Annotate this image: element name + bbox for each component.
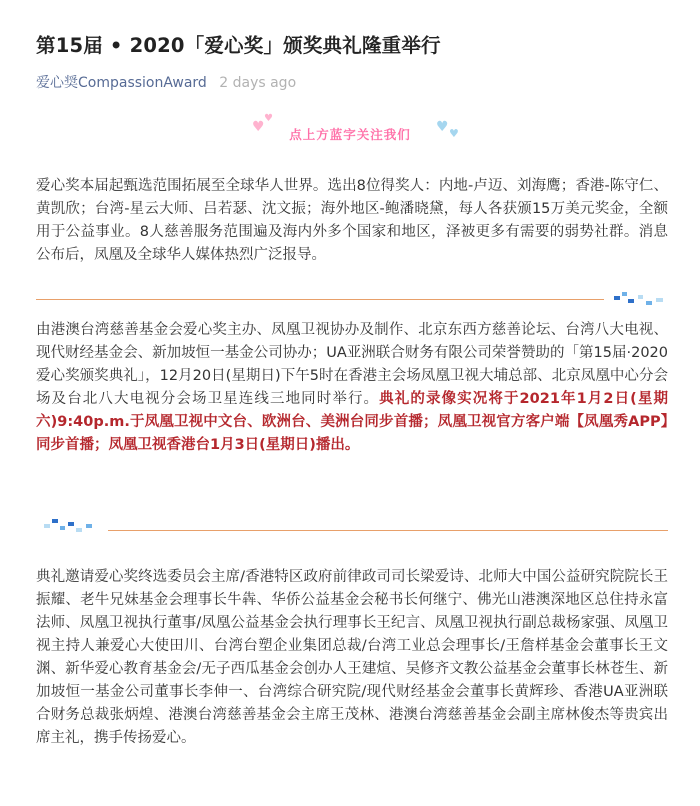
ceremony-text: 由港澳台湾慈善基金会爱心奖主办、凤凰卫视协办及制作、北京东西方慈善论坛、台湾八大电视、现代财经基金会、新加坡恒一基金公司协办；UA亚洲联合财务有限公司荣誉赞助的「第15届·2020爱心奖颁奖典礼」，12月20日(星期日)下午5时在香港主会场凤凰卫视大埔总部、北京凤凰中心分会场及台北八大电视分会场卫星连线三地同时举行。 bbox=[36, 322, 668, 407]
dots-decoration bbox=[612, 290, 668, 310]
heart-icon: ♥ bbox=[449, 127, 459, 140]
paragraph-guests: 典礼邀请爱心奖终选委员会主席/香港特区政府前律政司司长梁爱诗、北师大中国公益研究院院长王振耀、老牛兄妹基金会理事长牛犇、华侨公益基金会秘书长何继宁、佛光山港澳深地区总住持永富法师、凤凰卫视执行董事/凤凰公益基金会执行理事长王纪言、凤凰卫视执行副总裁杨家强、凤凰卫视主持人兼爱心大使田川、台湾台塑企业集团总裁/台湾工业总会理事长/王詹样基金会董事长王文渊、新华爱心教育基金会/无子西瓜基金会创办人王建煊、吴修齐文教公益基金会董事长林苍生、新加坡恒一基金公司董事长李伸一、台湾综合研究院/现代财经基金会董事长黄辉珍、香港UA亚洲联合财务总裁张炳煌、港澳台湾慈善基金会主席王茂林、港澳台湾慈善基金会副主席林俊杰等贵宾出席主礼，携手传扬爱心。 bbox=[36, 569, 668, 746]
broadcast-highlight: 典礼的录像实况将于2021年1月2日(星期六)9:40p.m.于凤凰卫视中文台、欧洲台、美洲台同步首播；凤凰卫视官方客户端【凤凰秀APP】同步首播；凤凰卫视香港台1月3日(星期日)播出。 bbox=[36, 391, 669, 453]
paragraph-intro: 爱心奖本届起甄选范围拓展至全球华人世界。选出8位得奖人：内地-卢迈、刘海鹰；香港-陈守仁、黄凯欣；台湾-星云大师、吕若瑟、沈文振；海外地区-鲍潘晓黛，每人各获颁15万美元奖金，全额用于公益事业。8人慈善服务范围遍及海内外多个国家和地区，泽被更多有需要的弱势社群。消息公布后，凤凰及全球华人媒体热烈广泛报导。 bbox=[36, 178, 668, 263]
heart-icon: ♥ bbox=[252, 119, 265, 135]
publish-time: 2 days ago bbox=[219, 75, 297, 91]
divider bbox=[36, 299, 604, 300]
author-link[interactable]: 爱心奨CompassionAward bbox=[36, 75, 207, 91]
divider bbox=[108, 530, 668, 531]
heart-icon: ♥ bbox=[264, 113, 273, 124]
follow-text: 点上方蓝字关注我们 bbox=[289, 127, 411, 142]
follow-banner bbox=[0, 113, 700, 146]
article-meta bbox=[36, 72, 296, 92]
article-title: 第15届 • 2020「爱心奖」颁奖典礼隆重举行 bbox=[36, 34, 441, 57]
dots-decoration bbox=[42, 516, 98, 536]
paragraph-ceremony bbox=[36, 319, 668, 457]
heart-icon: ♥ bbox=[436, 119, 449, 135]
